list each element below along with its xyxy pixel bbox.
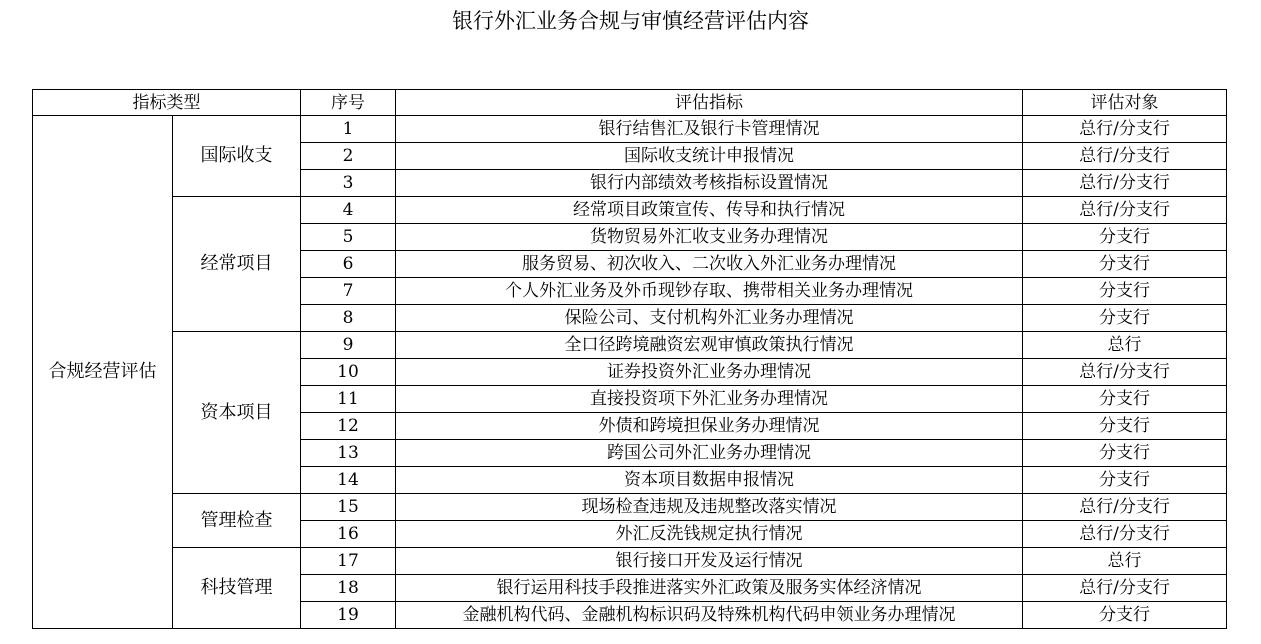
seq-cell: 19 — [301, 602, 396, 629]
seq-cell: 7 — [301, 278, 396, 305]
page-title: 银行外汇业务合规与审慎经营评估内容 — [452, 9, 809, 33]
indicator-cell: 保险公司、支付机构外汇业务办理情况 — [396, 305, 1023, 332]
table-row — [33, 548, 1227, 575]
target-cell: 总行 — [1023, 332, 1227, 359]
seq-cell: 18 — [301, 575, 396, 602]
group-name-cell: 科技管理 — [173, 548, 301, 629]
indicator-cell: 证券投资外汇业务办理情况 — [396, 359, 1023, 386]
target-cell: 总行/分支行 — [1023, 575, 1227, 602]
seq-cell: 4 — [301, 197, 396, 224]
group-name-cell: 资本项目 — [173, 332, 301, 494]
group-name-cell: 国际收支 — [173, 116, 301, 197]
seq-cell: 12 — [301, 413, 396, 440]
group-name-cell: 经常项目 — [173, 197, 301, 332]
header-indicator-type: 指标类型 — [33, 90, 301, 116]
category-cell: 合规经营评估 — [33, 116, 173, 629]
target-cell: 分支行 — [1023, 413, 1227, 440]
seq-cell: 1 — [301, 116, 396, 143]
table-row — [33, 116, 1227, 143]
table-row — [33, 197, 1227, 224]
indicator-cell: 货物贸易外汇收支业务办理情况 — [396, 224, 1023, 251]
indicator-cell: 全口径跨境融资宏观审慎政策执行情况 — [396, 332, 1023, 359]
table-body — [33, 116, 1227, 629]
target-cell: 总行/分支行 — [1023, 359, 1227, 386]
table-row — [33, 494, 1227, 521]
indicator-cell: 银行接口开发及运行情况 — [396, 548, 1023, 575]
seq-cell: 11 — [301, 386, 396, 413]
target-cell: 总行/分支行 — [1023, 197, 1227, 224]
indicator-cell: 银行结售汇及银行卡管理情况 — [396, 116, 1023, 143]
seq-cell: 10 — [301, 359, 396, 386]
seq-cell: 17 — [301, 548, 396, 575]
header-target: 评估对象 — [1023, 90, 1227, 116]
target-cell: 总行/分支行 — [1023, 521, 1227, 548]
indicator-cell: 国际收支统计申报情况 — [396, 143, 1023, 170]
seq-cell: 5 — [301, 224, 396, 251]
indicator-cell: 服务贸易、初次收入、二次收入外汇业务办理情况 — [396, 251, 1023, 278]
target-cell: 分支行 — [1023, 278, 1227, 305]
target-cell: 分支行 — [1023, 224, 1227, 251]
indicator-cell: 银行内部绩效考核指标设置情况 — [396, 170, 1023, 197]
seq-cell: 13 — [301, 440, 396, 467]
indicator-cell: 个人外汇业务及外币现钞存取、携带相关业务办理情况 — [396, 278, 1023, 305]
seq-cell: 6 — [301, 251, 396, 278]
seq-cell: 3 — [301, 170, 396, 197]
target-cell: 总行/分支行 — [1023, 170, 1227, 197]
indicator-cell: 现场检查违规及违规整改落实情况 — [396, 494, 1023, 521]
seq-cell: 16 — [301, 521, 396, 548]
target-cell: 总行/分支行 — [1023, 116, 1227, 143]
group-name-cell: 管理检查 — [173, 494, 301, 548]
target-cell: 总行/分支行 — [1023, 494, 1227, 521]
indicator-cell: 金融机构代码、金融机构标识码及特殊机构代码申领业务办理情况 — [396, 602, 1023, 629]
seq-cell: 8 — [301, 305, 396, 332]
target-cell: 分支行 — [1023, 602, 1227, 629]
seq-cell: 9 — [301, 332, 396, 359]
target-cell: 总行 — [1023, 548, 1227, 575]
seq-cell: 2 — [301, 143, 396, 170]
header-indicator: 评估指标 — [396, 90, 1023, 116]
target-cell: 分支行 — [1023, 251, 1227, 278]
seq-cell: 14 — [301, 467, 396, 494]
table-header-row — [33, 90, 1227, 116]
header-seq: 序号 — [301, 90, 396, 116]
indicator-cell: 经常项目政策宣传、传导和执行情况 — [396, 197, 1023, 224]
indicator-cell: 资本项目数据申报情况 — [396, 467, 1023, 494]
indicator-cell: 银行运用科技手段推进落实外汇政策及服务实体经济情况 — [396, 575, 1023, 602]
evaluation-table — [32, 89, 1227, 629]
indicator-cell: 直接投资项下外汇业务办理情况 — [396, 386, 1023, 413]
target-cell: 总行/分支行 — [1023, 143, 1227, 170]
target-cell: 分支行 — [1023, 386, 1227, 413]
table-row — [33, 332, 1227, 359]
target-cell: 分支行 — [1023, 440, 1227, 467]
indicator-cell: 外债和跨境担保业务办理情况 — [396, 413, 1023, 440]
indicator-cell: 跨国公司外汇业务办理情况 — [396, 440, 1023, 467]
target-cell: 分支行 — [1023, 305, 1227, 332]
seq-cell: 15 — [301, 494, 396, 521]
target-cell: 分支行 — [1023, 467, 1227, 494]
indicator-cell: 外汇反洗钱规定执行情况 — [396, 521, 1023, 548]
